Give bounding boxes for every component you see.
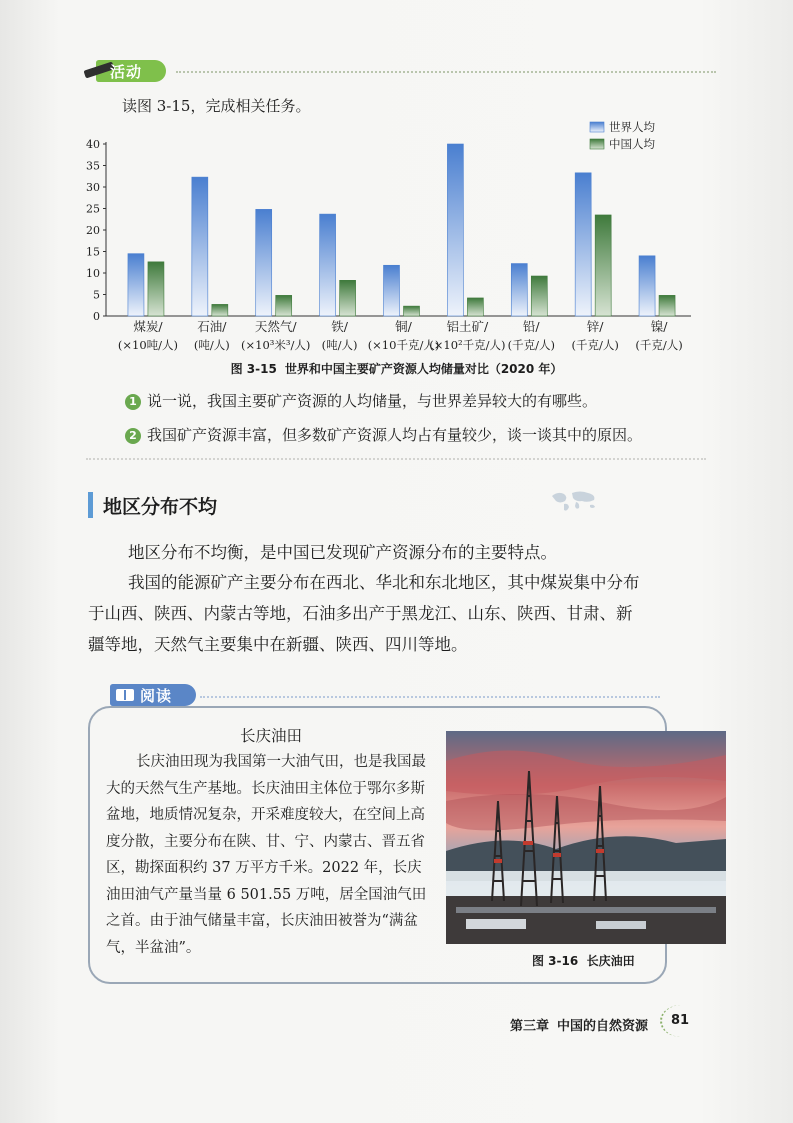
bar-china [212,304,228,316]
reading-title: 长庆油田 [240,727,303,745]
x-tick-unit: (×10千克/人) [367,338,440,352]
x-tick-unit: (×10²千克/人) [429,338,506,352]
legend-swatch [590,122,604,132]
bar-china [595,215,611,316]
bar-world [384,265,400,316]
y-tick-label: 25 [86,202,100,216]
x-tick-label: 石油/ [197,319,227,334]
x-tick-label: 镍/ [650,319,668,334]
page-footer [510,1015,648,1034]
bar-china [531,276,547,316]
y-tick-label: 5 [93,288,100,302]
footer-chapter-title: 中国的自然资源 [557,1019,649,1034]
x-tick-unit: (吨/人) [193,338,230,352]
x-tick-label: 天然气/ [254,319,297,334]
bar-world [447,144,463,316]
page-number: 81 [671,1013,690,1028]
x-tick-label: 铝土矿/ [446,319,489,334]
figure-caption [0,360,793,377]
x-tick-label: 铜/ [395,319,412,334]
bar-chart [78,112,698,360]
footer-chapter: 第三章 [510,1019,550,1034]
figure-number: 图 3-15 [230,362,277,376]
reading-badge [110,684,196,706]
x-tick-unit: (×10³米³/人) [241,338,311,352]
question-number-1: 1 [125,394,141,410]
y-tick-label: 15 [86,245,100,259]
bar-world [511,264,527,316]
x-tick-unit: (吨/人) [321,338,358,352]
y-tick-label: 35 [86,159,100,173]
bar-china [659,295,675,316]
legend-swatch [590,139,604,149]
world-map-icon [548,488,600,514]
activity-badge-label: 活动 [110,63,143,81]
bar-china [467,298,483,316]
y-tick-label: 40 [86,138,100,151]
y-tick-label: 10 [86,267,100,280]
x-tick-label: 煤炭/ [133,319,163,334]
x-tick-unit: (千克/人) [635,338,683,352]
bar-world [256,209,272,316]
bar-world [575,173,591,316]
x-tick-unit: (千克/人) [507,338,555,352]
section-divider [86,458,706,460]
x-tick-label: 铁/ [331,319,348,334]
bar-world [192,177,208,316]
legend-label: 中国人均 [609,137,655,151]
reading-divider [200,696,660,698]
question-number-2: 2 [125,428,141,444]
book-icon [116,689,134,701]
x-tick-unit: (千克/人) [571,338,619,352]
figure-title: 世界和中国主要矿产资源人均储量对比（2020 年） [284,362,563,376]
x-tick-unit: (×10吨/人) [117,338,179,352]
x-tick-label: 锌/ [586,319,604,334]
x-tick-label: 铅/ [522,319,540,334]
bar-china [340,280,356,316]
legend-label: 世界人均 [609,120,655,134]
oilfield-photo [446,731,726,944]
bar-china [276,295,292,316]
bar-world [639,256,655,316]
section-paragraph-2: 我国的能源矿产主要分布在西北、华北和东北地区，其中煤炭集中分布于山西、陕西、内蒙古等地，石油多出产于黑龙江、山东、陕西、甘肃、新疆等地，天然气主要集中在新疆、陕西、四川等地。 [88,573,640,654]
activity-intro: 读图 3-15，完成相关任务。 [122,97,311,115]
bar-china [148,262,164,316]
activity-divider [176,71,716,73]
photo-caption [532,952,635,969]
question-2 [125,424,642,445]
section-paragraph-1: 地区分布不均衡，是中国已发现矿产资源分布的主要特点。 [128,543,557,562]
question-text-2: 我国矿产资源丰富，但多数矿产资源人均占有量较少，谈一谈其中的原因。 [147,426,643,444]
question-text-1: 说一说，我国主要矿产资源的人均储量，与世界差异较大的有哪些。 [147,392,598,410]
question-1 [125,390,597,411]
section-title: 地区分布不均 [103,496,218,518]
photo-caption-number: 图 3-16 [532,954,579,968]
bar-world [128,254,144,316]
activity-badge [84,60,168,82]
y-tick-label: 0 [93,310,100,323]
reading-text: 长庆油田现为我国第一大油气田，也是我国最大的天然气生产基地。长庆油田主体位于鄂尔多斯盆地，地质情况复杂，开采难度较大，在空间上高度分散，主要分布在陕、甘、宁、内蒙古、晋五省区，勘探面积约 37 万平方千米。2022 年，长庆油田油气产量当量 6 501.55 万吨，居全国油气田之首。由于油气储量丰富，长庆油田被誉为“满盆气，半盆油”。 [106,754,427,956]
bar-world [320,214,336,316]
reading-badge-label: 阅读 [140,687,173,705]
section-marker [88,492,93,518]
y-tick-label: 20 [86,224,100,237]
bar-china [404,306,420,316]
y-tick-label: 30 [86,181,100,194]
photo-caption-title: 长庆油田 [586,954,635,968]
